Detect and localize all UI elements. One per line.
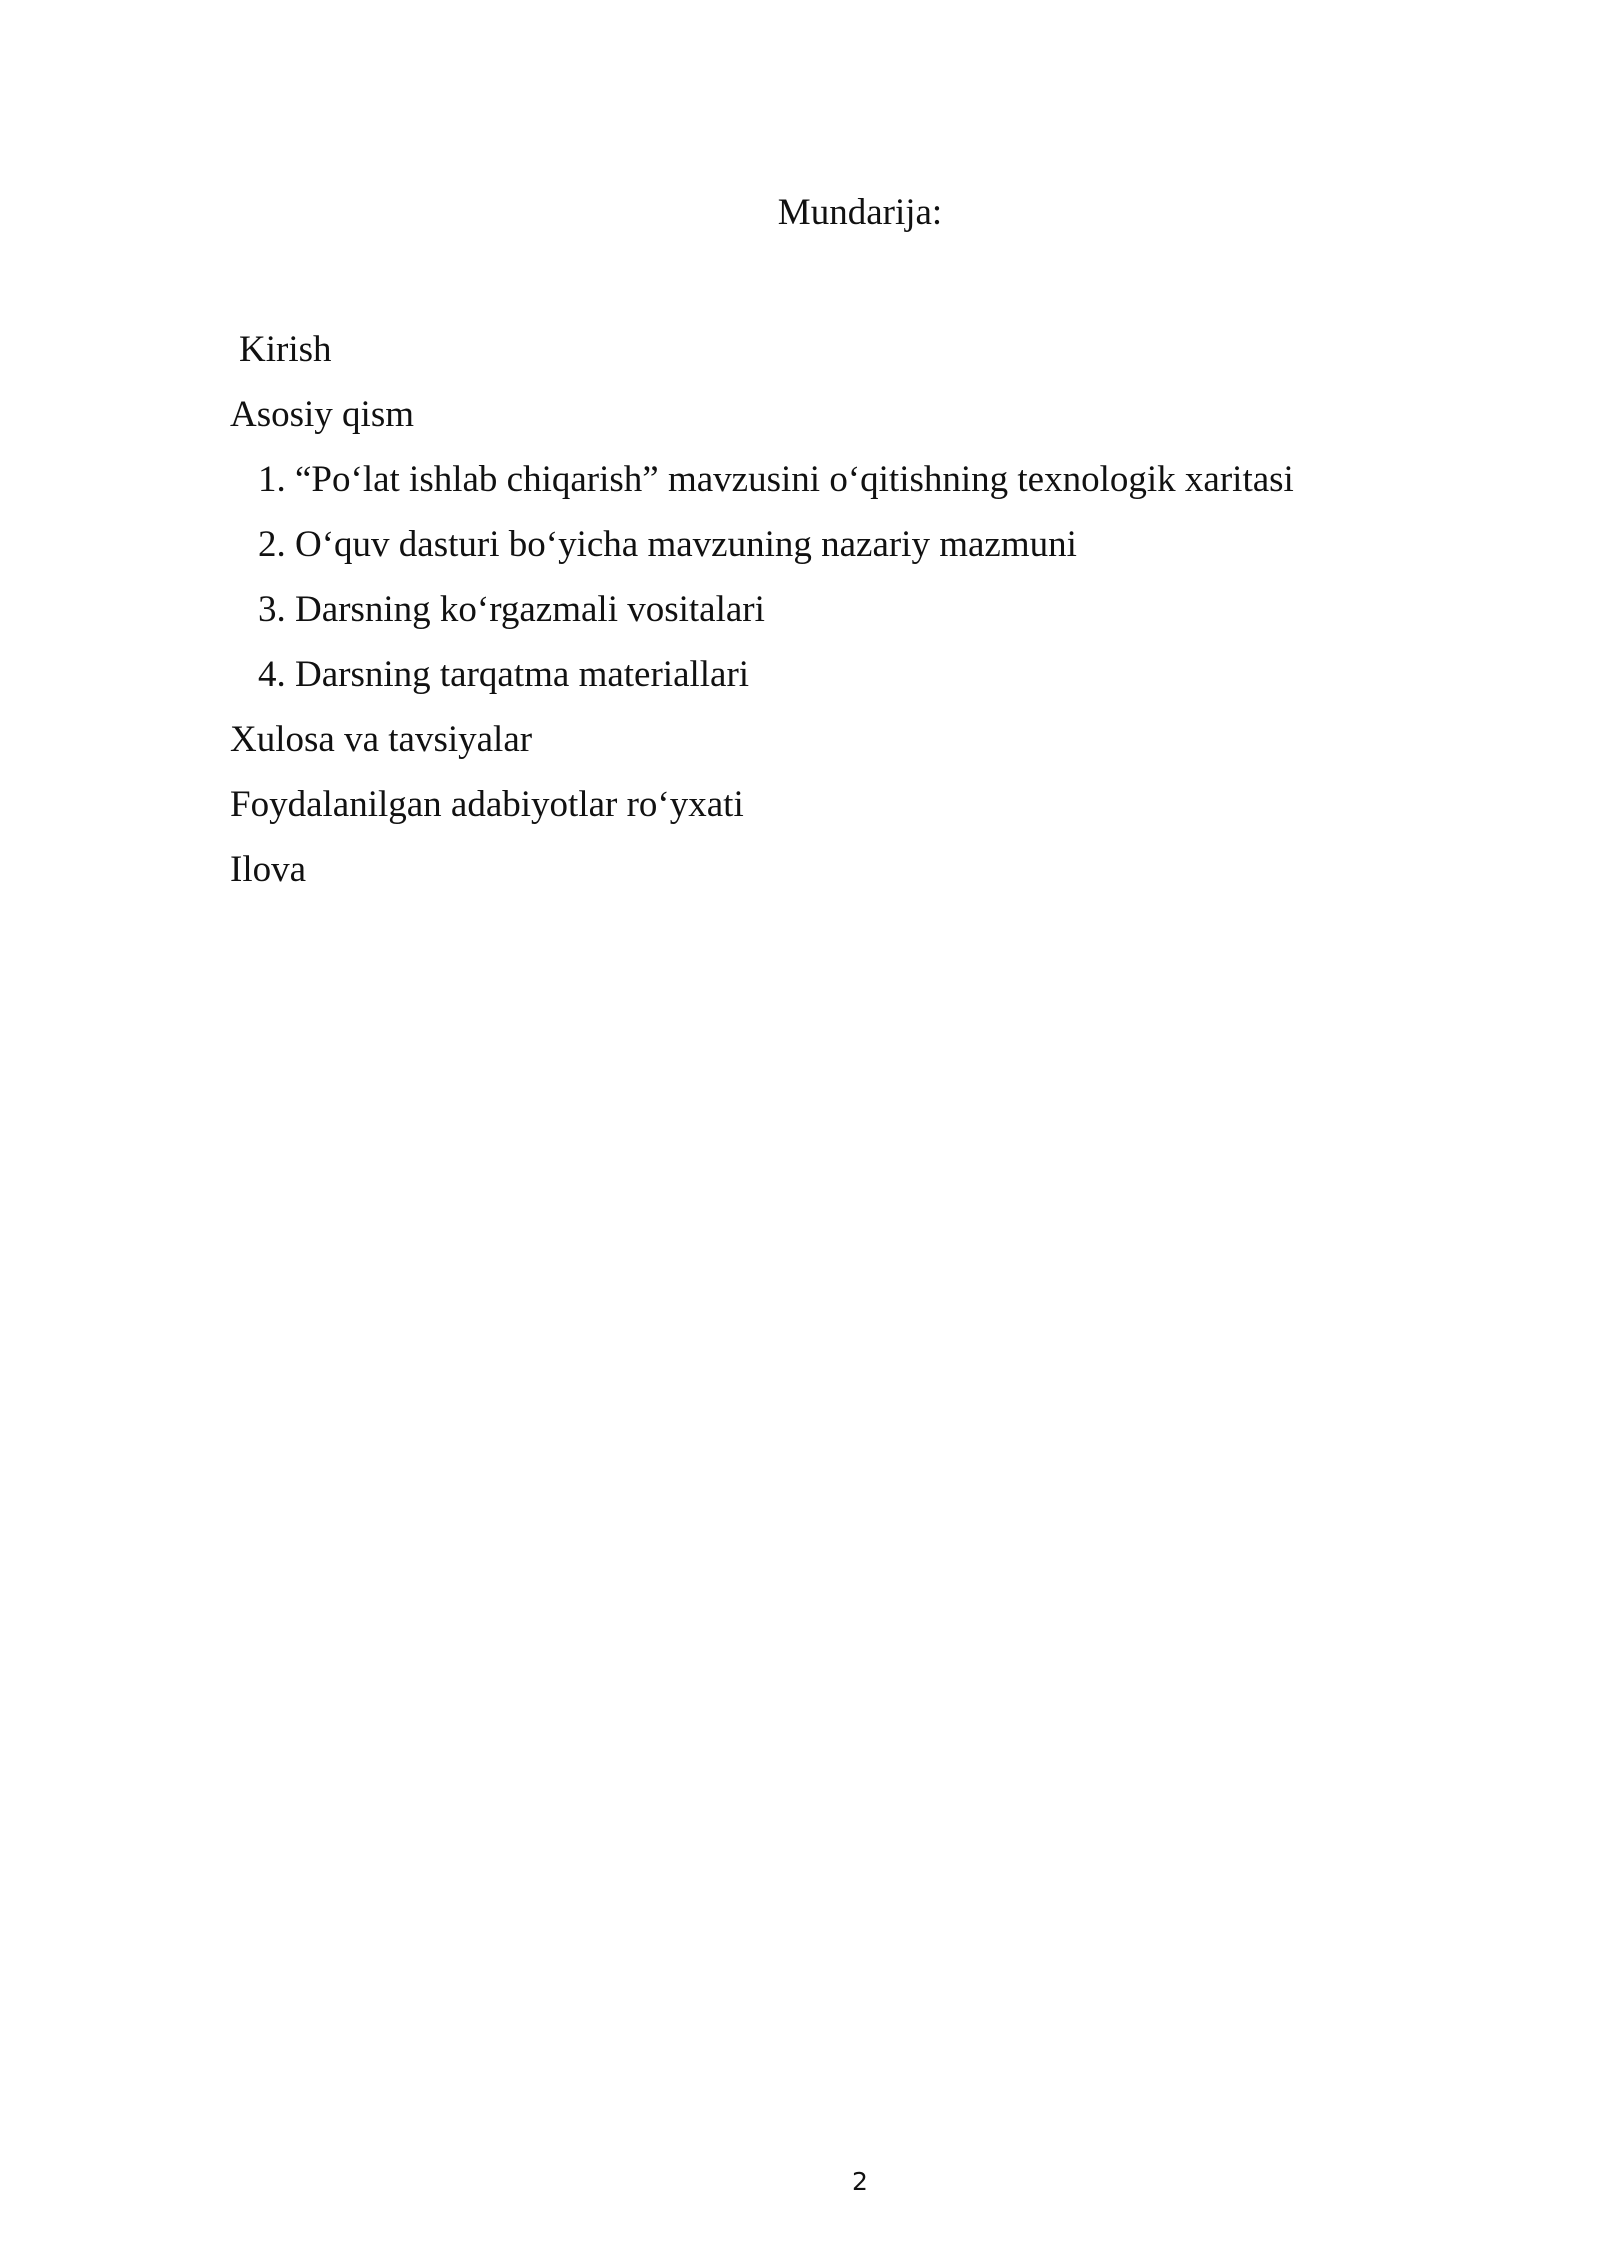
table-of-contents bbox=[230, 317, 1470, 902]
toc-item-adabiyotlar: Foydalanilgan adabiyotlar ro‘yxati bbox=[230, 784, 744, 825]
toc-item-ilova: Ilova bbox=[230, 849, 307, 890]
toc-subitem-1: 1. “Po‘lat ishlab chiqarish” mavzusini o‘qitishning texnologik xaritasi bbox=[258, 459, 1294, 500]
toc-subitem-2: 2. O‘quv dasturi bo‘yicha mavzuning nazariy mazmuni bbox=[258, 524, 1077, 565]
page-number: 2 bbox=[852, 2167, 868, 2196]
toc-item-kirish: Kirish bbox=[239, 329, 332, 370]
toc-subitem-4: 4. Darsning tarqatma materiallari bbox=[258, 654, 750, 695]
toc-item-xulosa: Xulosa va tavsiyalar bbox=[230, 719, 533, 760]
page-title: Mundarija: bbox=[777, 192, 943, 233]
toc-subitem-3: 3. Darsning ko‘rgazmali vositalari bbox=[258, 589, 765, 630]
toc-item-asosiy-qism: Asosiy qism bbox=[230, 394, 415, 435]
